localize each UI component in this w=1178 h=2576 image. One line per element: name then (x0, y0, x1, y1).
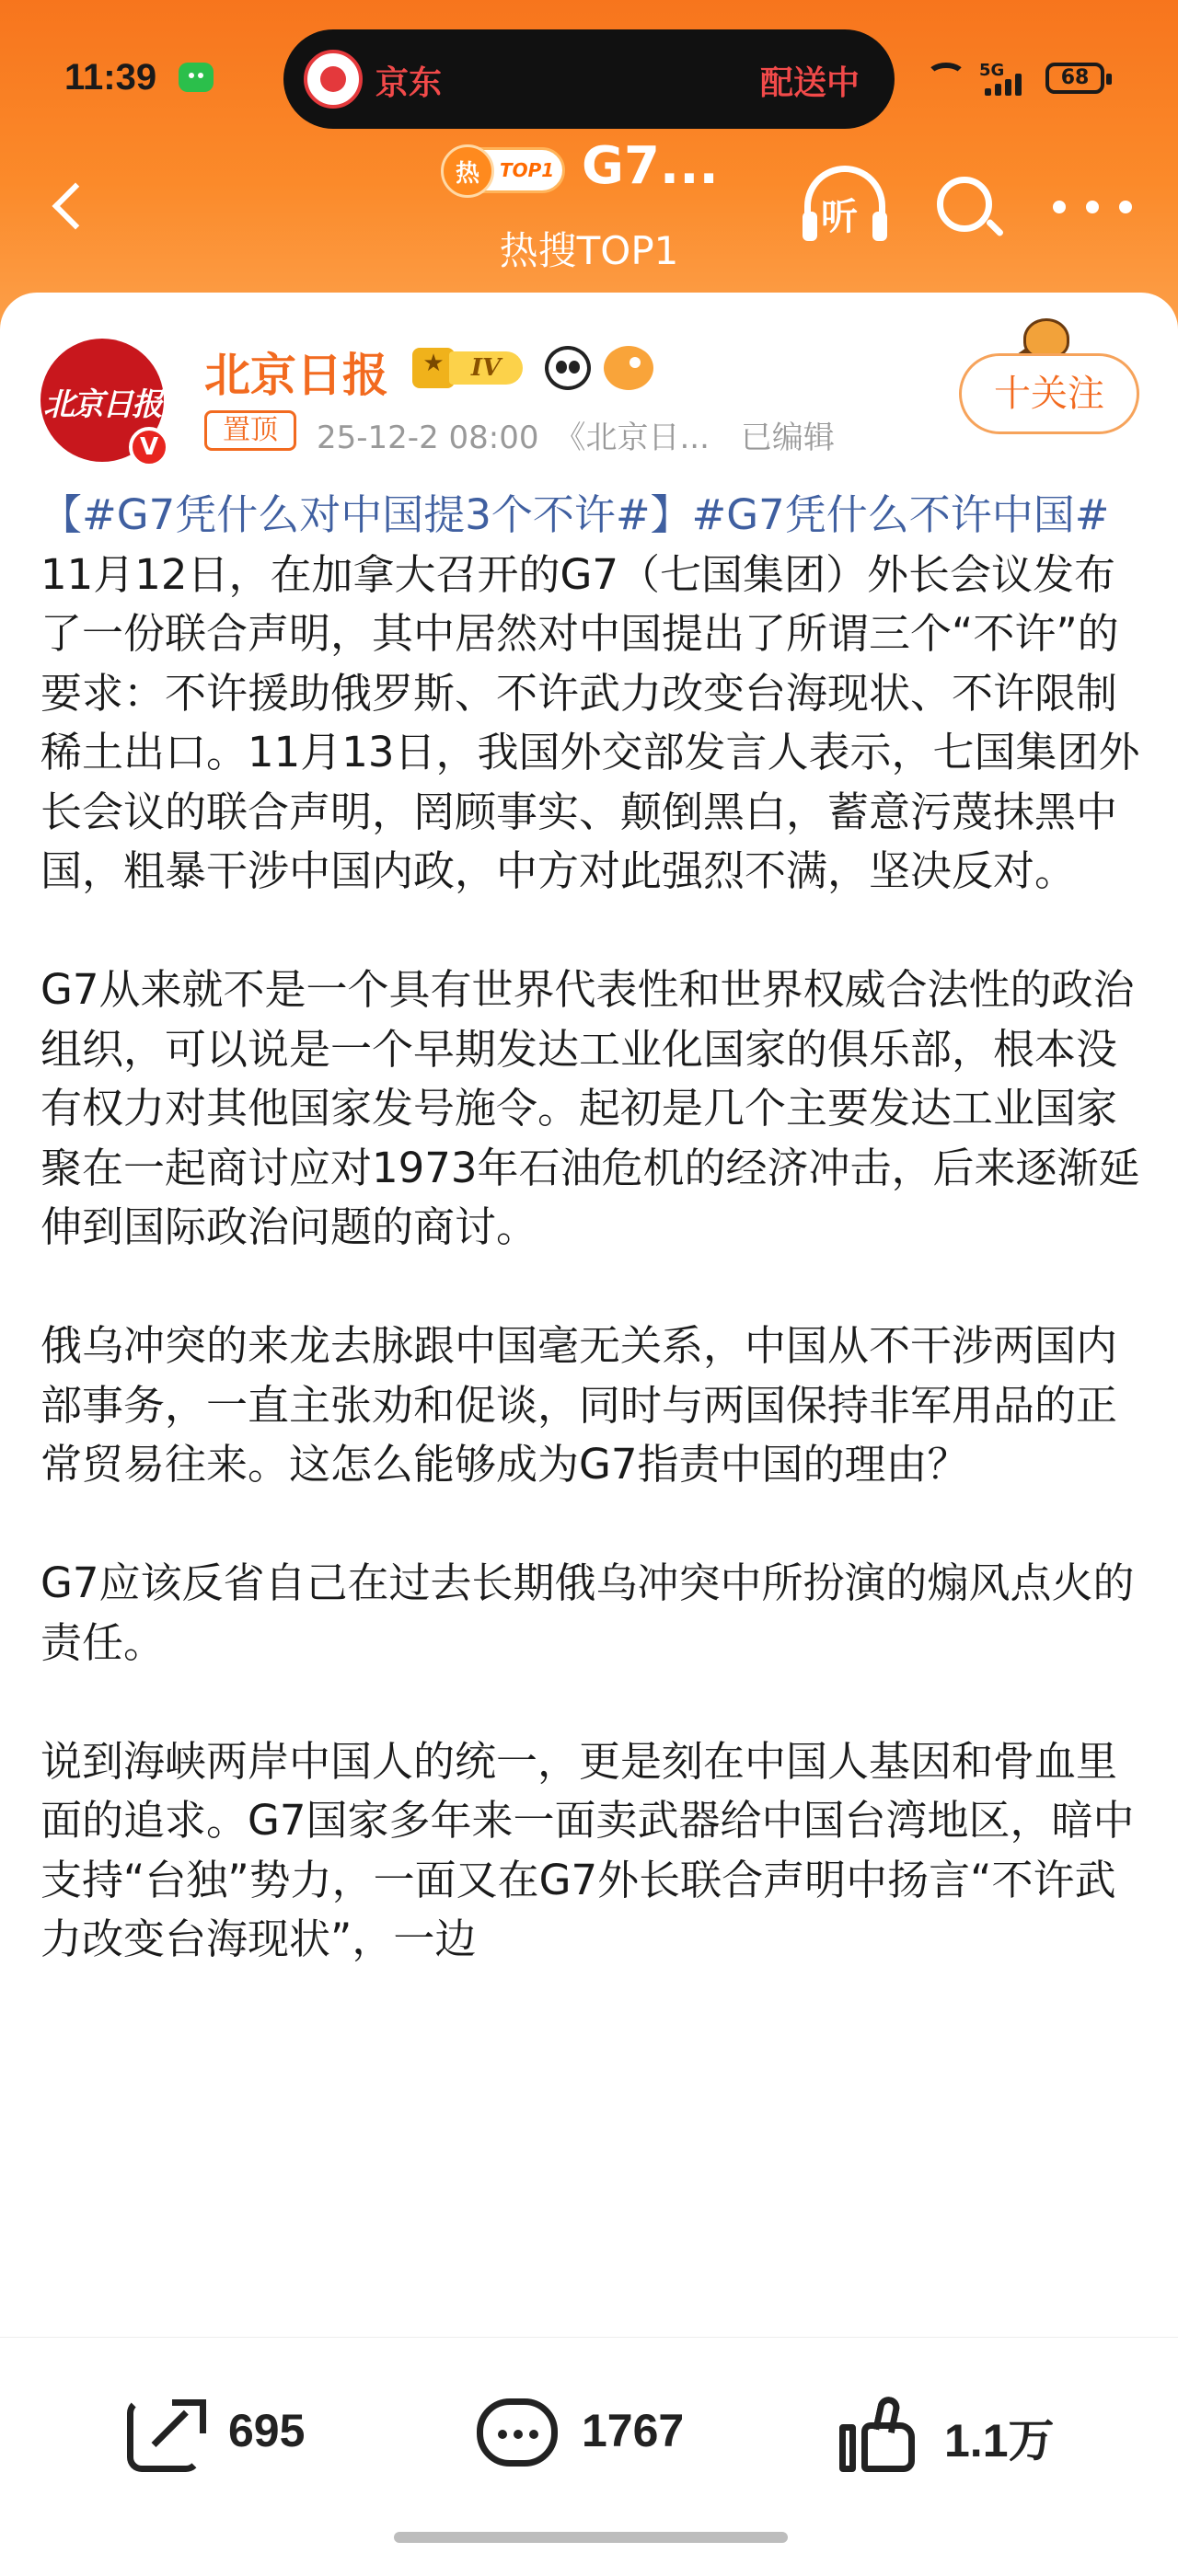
home-indicator[interactable] (394, 2532, 788, 2543)
share-icon (127, 2398, 201, 2472)
like-count: 1.1万 (944, 2415, 1055, 2467)
verified-icon: V (129, 427, 169, 467)
topic-link[interactable]: 【#G7凭什么对中国提3个不许#】 (40, 490, 692, 539)
comment-count: 1767 (582, 2405, 685, 2456)
system-icons (926, 61, 1138, 98)
paragraph-5: 说到海峡两岸中国人的统一，更是刻在中国人基因和骨血里面的追求。G7国家多年来一面卖武器给中国台湾地区，暗中支持“台独”势力，一面又在G7外长联合声明中扬言“不许武力改变台海现状”，一边 (40, 1736, 1135, 1963)
island-app-status: 配送中 (759, 64, 860, 102)
avatar-logo-text: 北京日报 (43, 386, 161, 423)
dynamic-island[interactable] (283, 29, 895, 129)
wifi-icon (926, 63, 966, 90)
paragraph-2: G7从来就不是一个具有世界代表性和世界权威合法性的政治组织，可以说是一个早期发达工业化国家的俱乐部，根本没有权力对其他国家发号施令。起初是几个主要发达工业国家聚在一起商讨应对1973年石油危机的经济冲击，后来逐渐延伸到国际政治问题的商讨。 (40, 965, 1140, 1251)
search-icon (937, 177, 992, 232)
jd-logo-icon (304, 50, 363, 109)
wechat-icon (179, 63, 214, 92)
follow-area (959, 311, 1143, 449)
hot-icon: 热 (441, 144, 494, 198)
comment-icon (477, 2398, 558, 2467)
paragraph-1 (40, 486, 1141, 902)
follow-button[interactable]: 十关注 (959, 353, 1139, 434)
post-card (0, 293, 1178, 2576)
paragraph-4: G7应该反省自己在过去长期俄乌冲突中所扮演的煽风点火的责任。 (40, 1558, 1135, 1667)
level-badge (412, 346, 530, 390)
topic-link[interactable]: #G7凭什么不许中国# (691, 490, 1110, 539)
island-app-name: 京东 (375, 64, 443, 102)
pufferfish-icon (604, 346, 653, 390)
top-rank-label: TOP1 (500, 159, 555, 181)
listen-label: 听 (821, 196, 858, 238)
share-button[interactable] (127, 2395, 339, 2478)
search-button[interactable] (931, 171, 1009, 248)
share-count: 695 (228, 2405, 306, 2456)
author-name[interactable]: 北京日报 (204, 349, 388, 402)
network-type: 5G (979, 61, 1005, 80)
post-body (40, 486, 1141, 1970)
like-button[interactable] (839, 2395, 1079, 2478)
status-time: 11:39 (64, 57, 157, 98)
avatar[interactable] (40, 339, 164, 462)
panda-icon (545, 346, 591, 390)
signal-icon (985, 74, 1031, 96)
battery-icon: 68 (1045, 63, 1104, 94)
thumbs-up-icon (839, 2395, 917, 2474)
more-button[interactable] (1049, 193, 1141, 221)
paragraph-text: 11月12日，在加拿大召开的G7（七国集团）外长会议发布了一份联合声明，其中居然对中国提出了所谓三个“不许”的要求：不许援助俄罗斯、不许武力改变台海现状、不许限制稀土出口。11月13日，我国外交部发言人表示，七国集团外长会议的联合声明，罔顾事实、颠倒黑白，蓄意污蔑抹黑中国，粗暴干涉中国内政，中方对此强烈不满，坚决反对。 (40, 549, 1140, 895)
status-bar (0, 0, 1178, 138)
paragraph-3: 俄乌冲突的来龙去脉跟中国毫无关系，中国从不干涉两国内部事务，一直主张劝和促谈，同时与两国保持非军用品的正常贸易往来。这怎么能够成为G7指责中国的理由？ (40, 1321, 1118, 1489)
back-button[interactable] (42, 180, 98, 236)
page-subtitle: 热搜TOP1 (499, 228, 679, 273)
post-meta: 25-12-2 08:00 《北京日... 已编辑 (317, 420, 835, 456)
comment-button[interactable] (477, 2395, 716, 2478)
pinned-badge: 置顶 (204, 410, 296, 451)
level-label: IV (449, 351, 523, 385)
hot-search-badge (444, 147, 565, 193)
page-title: G7... (582, 136, 719, 196)
listen-button[interactable] (799, 162, 891, 250)
